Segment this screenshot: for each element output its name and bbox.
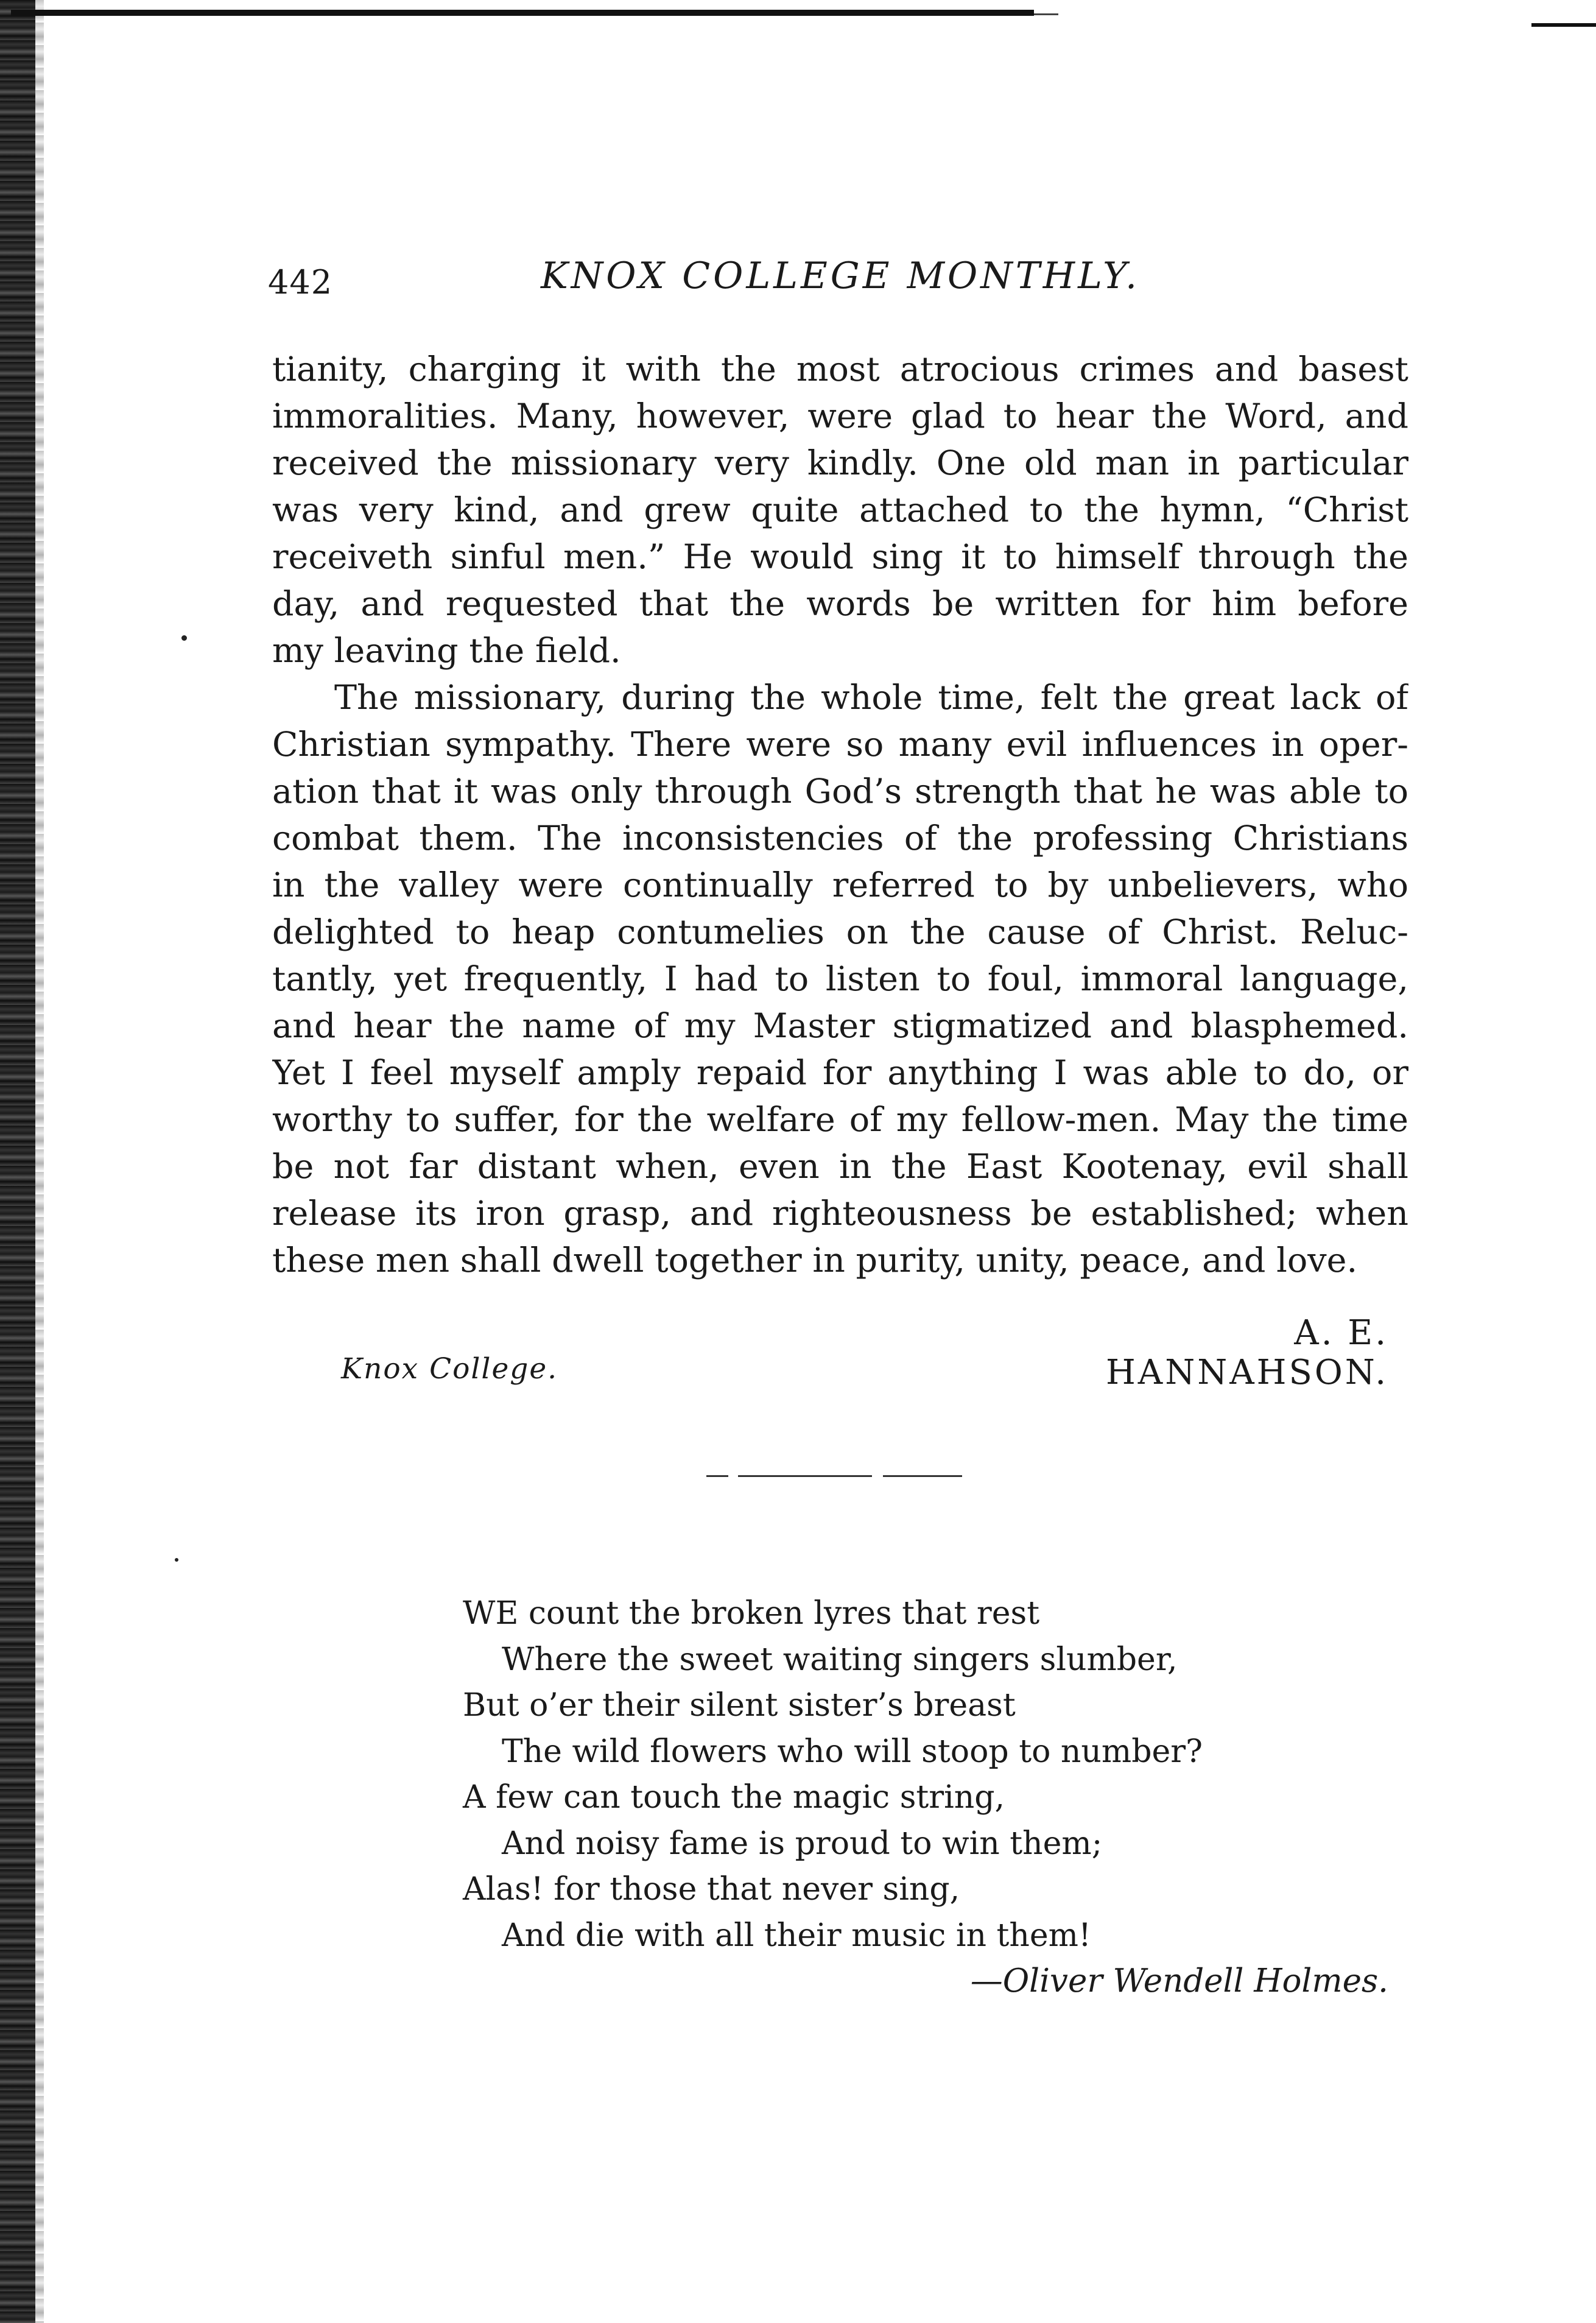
page-top-rule bbox=[11, 10, 1034, 16]
ink-speck bbox=[175, 1558, 178, 1562]
corner-rule bbox=[1531, 23, 1596, 27]
poem-verse: A few can touch the magic string, bbox=[463, 1779, 1005, 1816]
text-line: be not far distant when, even in the East Kootenay, evil shall bbox=[272, 1147, 1408, 1186]
text-line: these men shall dwell together in purity, unity, peace, and love. bbox=[272, 1241, 1358, 1280]
section-divider bbox=[738, 1475, 872, 1477]
poem-verse: Alas! for those that never sing, bbox=[463, 1871, 960, 1908]
poem-verse: But o’er their silent sister’s breast bbox=[463, 1687, 1016, 1724]
text-line: release its iron grasp, and righteousness be established; when bbox=[272, 1194, 1408, 1233]
text-line: in the valley were continually referred to by unbelievers, who bbox=[272, 865, 1408, 905]
page-top-rule-tail bbox=[1034, 13, 1058, 15]
text-line: receiveth sinful men.” He would sing it to himself through the bbox=[272, 537, 1408, 577]
author-signature: A. E. HANNAHSON. bbox=[1105, 1313, 1388, 1392]
text-line: Yet I feel myself amply repaid for anything I was able to do, or bbox=[272, 1053, 1408, 1093]
section-divider bbox=[706, 1475, 728, 1477]
text-line: worthy to suffer, for the welfare of my fellow-men. May the time bbox=[272, 1100, 1408, 1140]
article-body bbox=[272, 346, 1408, 1284]
text-line: Christian sympathy. There were so many evil influences in oper- bbox=[272, 725, 1408, 764]
poem-verse: The wild flowers who will stoop to number? bbox=[502, 1733, 1203, 1770]
text-line: tantly, yet frequently, I had to listen to foul, immoral language, bbox=[272, 959, 1408, 999]
text-line: tianity, charging it with the most atrocious crimes and basest bbox=[272, 350, 1408, 389]
text-line: and hear the name of my Master stigmatized and blasphemed. bbox=[272, 1006, 1408, 1046]
journal-title: KNOX COLLEGE MONTHLY. bbox=[540, 255, 1141, 297]
ink-speck bbox=[181, 635, 187, 641]
text-line: combat them. The inconsistencies of the professing Christians bbox=[272, 819, 1408, 858]
paragraph-first-line: The missionary, during the whole time, felt the great lack of bbox=[334, 678, 1408, 717]
text-line: day, and requested that the words be written for him before bbox=[272, 584, 1408, 624]
author-location: Knox College. bbox=[341, 1352, 558, 1386]
binding-edge bbox=[0, 0, 35, 2323]
section-divider bbox=[883, 1475, 962, 1477]
poem-verse: Where the sweet waiting singers slumber, bbox=[502, 1641, 1178, 1678]
poem-verse: And die with all their music in them! bbox=[502, 1917, 1091, 1954]
poem-attribution: —Oliver Wendell Holmes. bbox=[970, 1962, 1388, 2000]
poem-verse: WE count the broken lyres that rest bbox=[463, 1595, 1040, 1632]
text-line: ation that it was only through God’s strength that he was able to bbox=[272, 772, 1408, 811]
running-head bbox=[268, 255, 1413, 303]
text-line: received the missionary very kindly. One old man in particular bbox=[272, 443, 1408, 483]
text-line: immoralities. Many, however, were glad to hear the Word, and bbox=[272, 397, 1408, 436]
text-line: delighted to heap contumelies on the cause of Christ. Reluc- bbox=[272, 912, 1408, 952]
poem-verse: And noisy fame is proud to win them; bbox=[502, 1825, 1103, 1862]
text-line: was very kind, and grew quite attached to the hymn, “Christ bbox=[272, 490, 1408, 530]
page-number: 442 bbox=[268, 263, 333, 301]
text-line: my leaving the field. bbox=[272, 631, 621, 671]
poem bbox=[463, 1591, 1437, 1959]
